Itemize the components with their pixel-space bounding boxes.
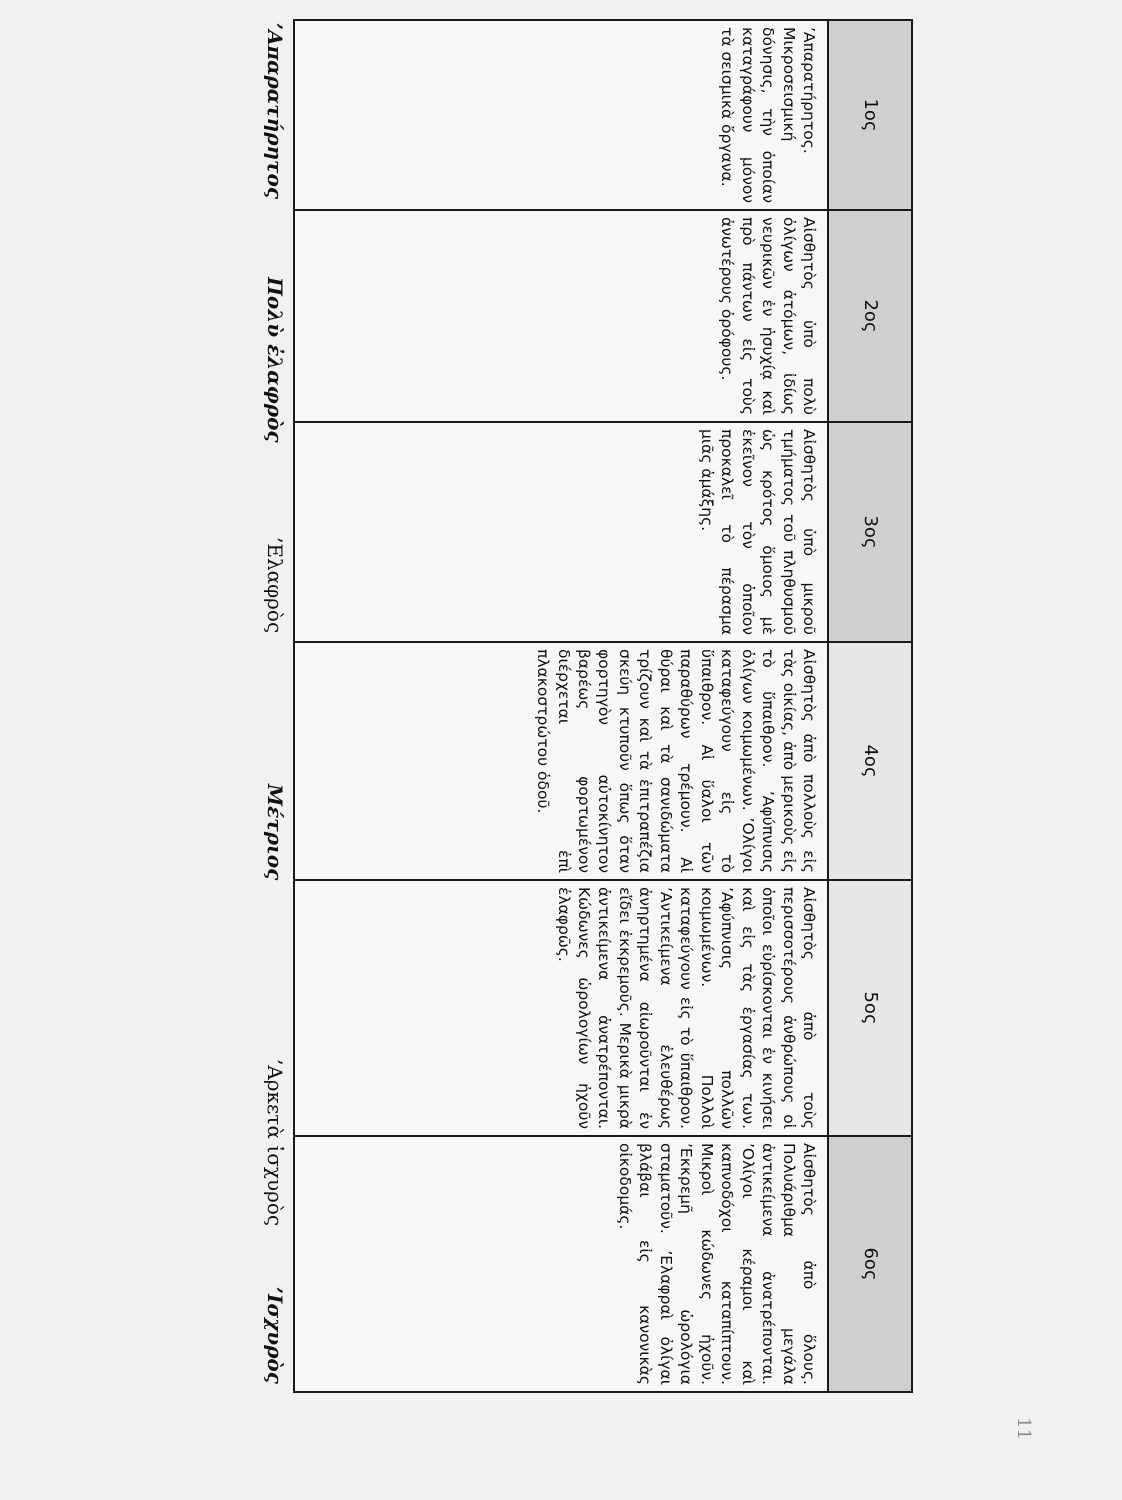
degree-label: ’Απαρατήρητος [263,23,287,200]
header-cell: 1ος [828,20,912,210]
degree-labels-row [258,19,293,1391]
page-number: 11 [1012,1417,1034,1440]
header-cell: 6ος [828,1136,912,1392]
degree-label: ’Ελαφρὸς [263,537,287,634]
header-cell: 2ος [828,210,912,422]
seismic-intensity-table [293,19,913,1393]
header-cell: 4ος [828,642,912,880]
table-header-row [828,20,912,1392]
description-cell: Αἰσθητὸς ὑπὸ μικροῦ τμήματος τοῦ πληθυσμοῦ ὡς κρότος ὅμοιος μὲ ἐκεῖνον τὸν ὁποῖον προκαλεῖ τὸ πέρασμα μιᾶς ἁμάξης. [294,422,828,642]
degree-label: ’Ισχυρὸς [263,1287,287,1384]
description-cell: Αἰσθητὸς ἀπὸ πολλοὺς εἰς τὰς οἰκίας, ἀπὸ μερικοὺς εἰς τὸ ὕπαιθρον. ’Αφύπνισις ὀλίγων κοιμωμένων. ’Ολίγοι καταφεύγουν εἰς τὸ ὕπαιθρον. Αἱ ὕαλοι τῶν παραθύρων τρέμουν. Αἱ θύραι καὶ τὰ σανιδώματα τρίζουν καὶ τὰ ἐπιτραπέζια σκεύη κτυποῦν ὅπως ὅταν φορτηγὸν αὐτοκίνητον βαρέως φορτωμένον διέρχεται ἐπὶ πλακοστρώτου ὁδοῦ. [294,642,828,880]
description-cell: Αἰσθητὸς ὑπὸ πολὺ ὀλίγων ἀτόμων, ἰδίως νευρικῶν ἐν ἡσυχίᾳ καὶ πρὸ πάντων εἰς τοὺς ἀνωτέρους ὀρόφους. [294,210,828,422]
description-cell: Αἰσθητὸς ἀπὸ τοὺς περισσοτέρους ἀνθρώπους οἱ ὁποῖοι εὑρίσκονται ἐν κινήσει καὶ εἰς τὰς ἐργασίας των. ’Αφύπνισις πολλῶν κοιμωμένων. Πολλοὶ καταφεύγουν εἰς τὸ ὕπαιθρον. ’Αντικείμενα ἐλευθέρως ἀνηρτημένα αἰωροῦνται ἐν εἴδει ἐκκρεμοῦς. Μερικὰ μικρὰ ἀντικείμενα ἀνατρέπονται. Κώδωνες ὡρολογίων ἠχοῦν ἐλαφρῶς. [294,880,828,1136]
table-body-row [294,20,828,1392]
intensity-table-sheet [258,19,913,1391]
degree-label: ’Αρκετὰ ἰσχυρὸς [263,1059,287,1227]
degree-label: Μέτριος [263,784,287,881]
degree-label: Πολὺ ἐλαφρὸς [263,277,287,443]
header-cell: 5ος [828,880,912,1136]
description-cell: ’Απαρατήρητος. Μικροσεισμική δόνησις, τὴν ὁποίαν καταγράφουν μόνον τὰ σεισμικὰ ὄργανα. [294,20,828,210]
header-cell: 3ος [828,422,912,642]
description-cell: Αἰσθητὸς ἀπὸ ὅλους. Πολυάριθμα μεγάλα ἀντικείμενα ἀνατρέπονται. ’Ολίγοι κέραμοι καὶ καπνοδόχοι καταπίπτουν. Μικροὶ κώδωνες ἠχοῦν. ’Εκκρεμῆ ὡρολόγια σταματοῦν. ’Ελαφραὶ ὀλίγαι βλάβαι εἰς κανονικὰς οἰκοδομάς. [294,1136,828,1392]
